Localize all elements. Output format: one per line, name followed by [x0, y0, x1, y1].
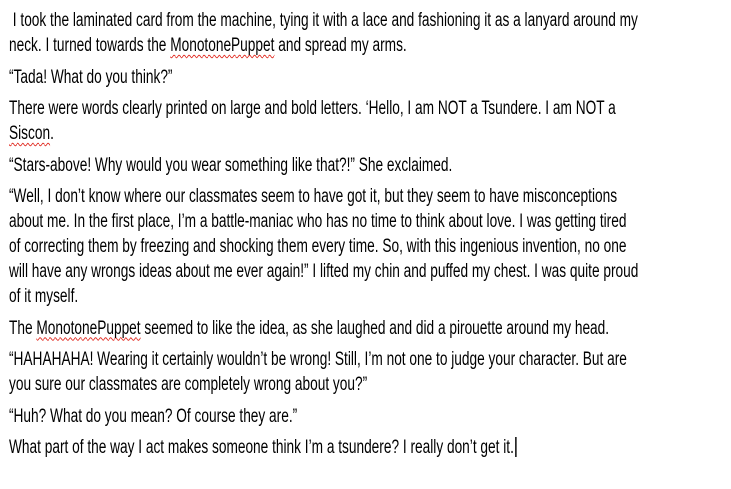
- text-line[interactable]: [9, 96, 731, 121]
- paragraph: [9, 404, 731, 429]
- paragraph: [9, 96, 731, 146]
- text-segment: of correcting them by freezing and shocking them every time. So, with this ingenious invention, no one: [9, 236, 627, 257]
- text-cursor: [515, 437, 516, 457]
- text-segment: There were words clearly printed on large and bold letters. ‘Hello, I am NOT a Tsundere. I am NOT a: [9, 98, 616, 119]
- paragraph: [9, 435, 731, 460]
- paragraph: [9, 184, 731, 309]
- paragraph: [9, 153, 731, 178]
- text-segment: The: [9, 317, 37, 339]
- text-segment: about me. In the first place, I’m a battle-maniac who has no time to think about love. I was getting tired: [9, 211, 627, 232]
- paragraph: [9, 65, 731, 90]
- text-line[interactable]: [9, 404, 731, 429]
- text-line[interactable]: [9, 435, 731, 460]
- text-line[interactable]: [9, 234, 731, 259]
- text-segment: “Well, I don’t know where our classmates seem to have got it, but they seem to have misconceptions: [9, 186, 618, 207]
- text-line[interactable]: [9, 259, 731, 284]
- text-line[interactable]: [9, 8, 731, 33]
- misspelled-word[interactable]: MonotonePuppet: [36, 317, 141, 339]
- text-line[interactable]: [9, 284, 731, 309]
- text-line[interactable]: [9, 121, 731, 146]
- text-line[interactable]: [9, 153, 731, 178]
- text-editing-area[interactable]: [9, 8, 731, 467]
- text-segment: and spread my arms.: [274, 35, 407, 56]
- text-segment: “Tada! What do you think?”: [9, 66, 173, 88]
- text-line[interactable]: [9, 372, 731, 397]
- paragraph: [9, 316, 731, 341]
- text-line[interactable]: [9, 65, 731, 90]
- text-segment: you sure our classmates are completely wrong about you?”: [9, 374, 368, 395]
- text-segment: “Stars-above! Why would you wear something like that?!” She exclaimed.: [9, 154, 453, 176]
- paragraph: [9, 8, 731, 58]
- text-segment: will have any wrongs ideas about me ever again!” I lifted my chin and puffed my chest. I was quite proud: [9, 261, 639, 282]
- text-segment: “Huh? What do you mean? Of course they are.”: [9, 405, 298, 427]
- text-line[interactable]: [9, 347, 731, 372]
- text-line[interactable]: [9, 33, 731, 58]
- text-line[interactable]: [9, 184, 731, 209]
- text-segment: I took the laminated card from the machine, tying it with a lace and fashioning it as a lanyard around my: [9, 10, 638, 31]
- misspelled-word[interactable]: MonotonePuppet: [170, 35, 275, 56]
- text-segment: neck. I turned towards the: [9, 35, 171, 56]
- text-segment: seemed to like the idea, as she laughed and did a pirouette around my head.: [140, 317, 610, 339]
- text-line[interactable]: [9, 316, 731, 341]
- paragraph: [9, 347, 731, 397]
- text-segment: “HAHAHAHA! Wearing it certainly wouldn’t be wrong! Still, I’m not one to judge your character. But are: [9, 349, 627, 370]
- text-line[interactable]: [9, 209, 731, 234]
- text-segment: of it myself.: [9, 286, 79, 307]
- text-segment: What part of the way I act makes someone think I’m a tsundere? I really don’t get it.: [9, 437, 514, 458]
- text-segment: .: [50, 123, 54, 144]
- misspelled-word[interactable]: Siscon: [9, 123, 51, 144]
